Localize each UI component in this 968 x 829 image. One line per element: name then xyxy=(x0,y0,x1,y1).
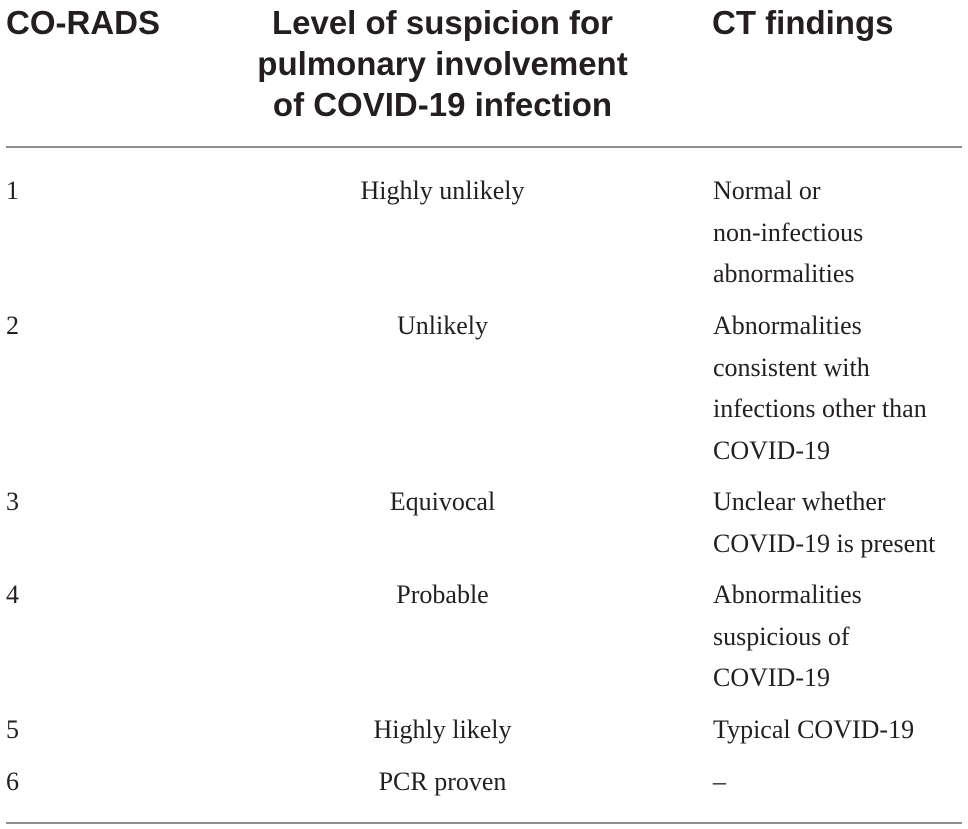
findings-line: Typical COVID-19 xyxy=(713,715,915,744)
cell-findings xyxy=(713,761,968,803)
header-line: Level of suspicion for xyxy=(271,4,614,41)
findings-line: COVID-19 xyxy=(713,663,830,692)
cell-findings xyxy=(713,305,968,471)
header-line: pulmonary involvement xyxy=(257,45,628,82)
findings-line: Unclear whether xyxy=(713,487,886,516)
header-level-of-suspicion xyxy=(240,2,645,125)
findings-line: Abnormalities xyxy=(713,311,862,340)
cell-suspicion: Equivocal xyxy=(389,487,496,516)
findings-line: infections other than xyxy=(713,394,927,423)
cell-score: 6 xyxy=(6,767,19,796)
cell-suspicion: Probable xyxy=(396,580,489,609)
cell-findings xyxy=(713,170,968,295)
header-ct-findings: CT findings xyxy=(712,4,894,41)
cell-suspicion: Unlikely xyxy=(397,311,488,340)
cell-suspicion: Highly likely xyxy=(373,715,512,744)
findings-line: Abnormalities xyxy=(713,580,862,609)
table-bottom-rule xyxy=(6,822,962,824)
findings-line: non-infectious xyxy=(713,217,864,247)
cell-suspicion: Highly unlikely xyxy=(360,176,525,205)
header-divider xyxy=(6,146,962,148)
cell-score: 5 xyxy=(6,715,19,744)
findings-line: consistent with xyxy=(713,352,870,382)
cell-score: 3 xyxy=(6,487,19,516)
cell-score: 4 xyxy=(6,580,19,609)
cell-score: 1 xyxy=(6,176,19,205)
findings-line: – xyxy=(713,767,726,796)
findings-line: suspicious of xyxy=(713,621,850,651)
cell-suspicion: PCR proven xyxy=(378,767,507,796)
findings-line: COVID-19 is present xyxy=(713,528,936,558)
findings-line: Normal or xyxy=(713,176,821,205)
cell-findings xyxy=(713,481,968,564)
header-line: of COVID-19 infection xyxy=(272,86,613,123)
findings-line: abnormalities xyxy=(713,259,855,288)
findings-line: COVID-19 xyxy=(713,435,830,465)
cell-findings xyxy=(713,709,968,751)
header-co-rads: CO-RADS xyxy=(6,4,160,41)
cell-findings xyxy=(713,574,968,699)
cell-score: 2 xyxy=(6,311,19,340)
